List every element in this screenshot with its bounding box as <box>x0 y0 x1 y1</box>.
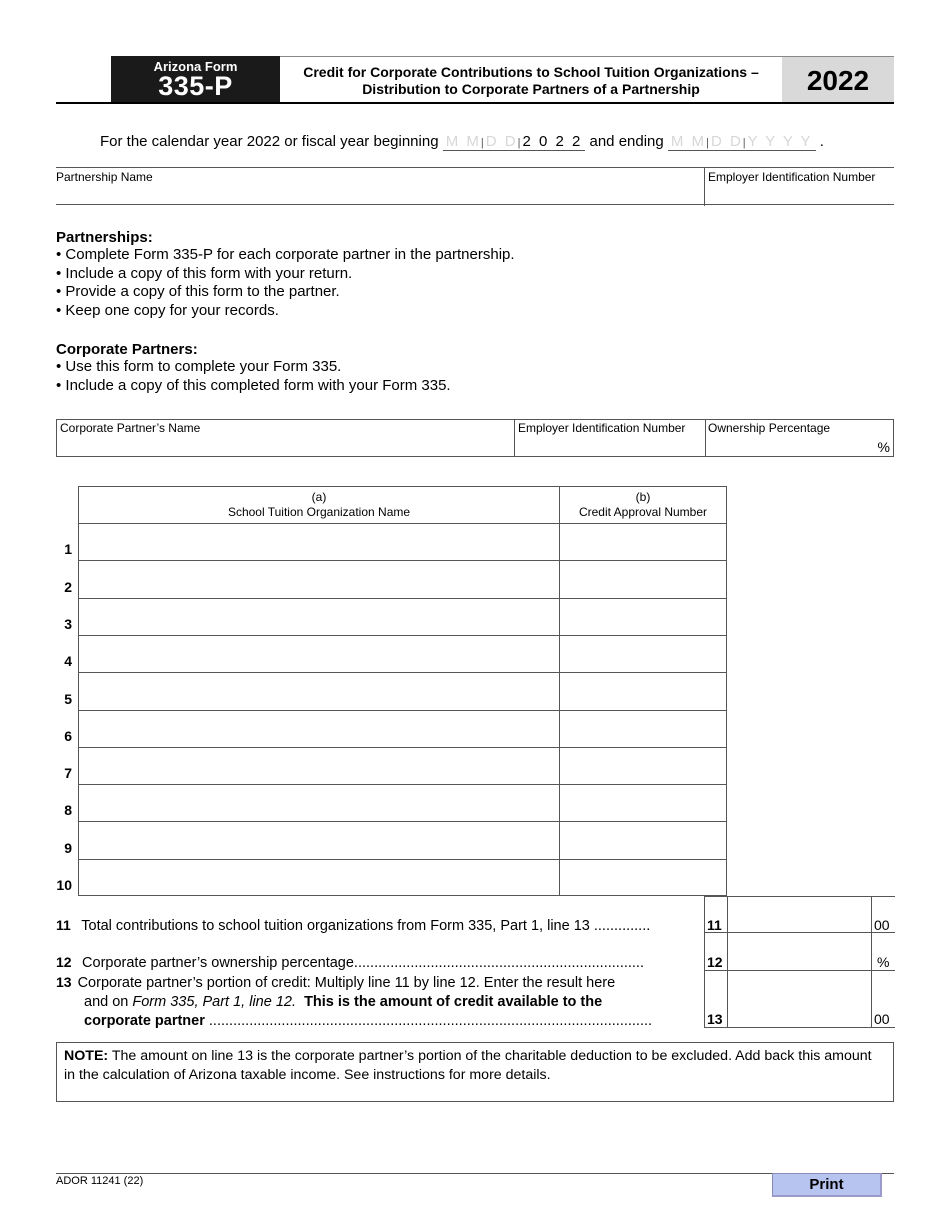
line-13-text-c2: .............................................................................................................. <box>204 1013 653 1029</box>
begin-month-placeholder: M M <box>445 133 481 150</box>
table-row-number: 1 <box>64 541 72 557</box>
footer-divider <box>56 1173 894 1174</box>
calendar-year-line <box>100 133 824 151</box>
line-13-number: 13 <box>56 974 72 990</box>
line-12-text: Corporate partner’s ownership percentage........................................................................ <box>82 955 644 971</box>
line-11-number: 11 <box>56 917 71 933</box>
line-12-percentage-field[interactable] <box>728 933 871 970</box>
sto-name-field[interactable] <box>80 673 558 708</box>
form-id: ADOR 11241 (22) <box>56 1175 144 1187</box>
partnerships-bullet: • Include a copy of this form with your return. <box>56 264 353 282</box>
partnerships-heading: Partnerships: <box>56 229 153 246</box>
line-13-amount-field[interactable] <box>728 971 871 1027</box>
line-12-box-number: 12 <box>707 954 723 970</box>
line-13-box-number: 13 <box>707 1011 723 1027</box>
note-box <box>56 1042 894 1102</box>
corporate-partner-ein-field[interactable] <box>515 435 704 456</box>
end-year-placeholder: Y Y Y Y <box>747 133 813 150</box>
corporate-partners-bullet: • Use this form to complete your Form 335. <box>56 358 342 375</box>
sto-table <box>78 486 727 896</box>
table-row-number: 8 <box>64 802 72 818</box>
column-a-label: School Tuition Organization Name <box>227 505 411 519</box>
sto-name-field[interactable] <box>80 785 558 820</box>
line-11-cents: 00 <box>874 917 890 933</box>
table-row-number: 5 <box>64 691 72 707</box>
tax-year: 2022 <box>782 56 894 103</box>
fiscal-end-date-field[interactable]: M M|D D|Y Y Y Y <box>668 133 816 151</box>
credit-approval-number-field[interactable] <box>561 785 725 820</box>
corporate-partners-heading: Corporate Partners: <box>56 341 198 358</box>
form-number: 335-P <box>158 71 233 101</box>
corporate-partner-name-label: Corporate Partner’s Name <box>60 421 201 435</box>
partnership-info-row <box>56 167 894 205</box>
amount-column <box>704 896 894 1028</box>
line-11-text: Total contributions to school tuition organizations from Form 335, Part 1, line 13 .............. <box>81 918 651 934</box>
corporate-partner-row <box>56 419 894 457</box>
line-11 <box>56 917 650 935</box>
end-month-placeholder: M M <box>670 133 707 150</box>
partnerships-bullet: • Keep one copy for your records. <box>56 302 279 320</box>
sto-name-field[interactable] <box>80 599 558 634</box>
credit-approval-number-field[interactable] <box>561 822 725 857</box>
credit-approval-number-field[interactable] <box>561 711 725 746</box>
calendar-prefix: For the calendar year 2022 or fiscal year beginning <box>100 133 439 150</box>
partnership-ein-label: Employer Identification Number <box>708 170 876 184</box>
credit-approval-number-field[interactable] <box>561 524 725 559</box>
credit-approval-number-field[interactable] <box>561 860 725 895</box>
sto-name-field[interactable] <box>80 524 558 559</box>
table-column-divider <box>559 487 560 896</box>
corporate-partners-bullet: • Include a copy of this completed form with your Form 335. <box>56 376 451 394</box>
note-text: The amount on line 13 is the corporate partner’s portion of the charitable deduction to be excluded. Add back this amount in the calculation of Arizona taxable income. See instructions for more details. <box>64 1048 872 1083</box>
amount-rule-13 <box>705 1027 895 1028</box>
form-label: Arizona Form <box>153 59 238 74</box>
table-row-number: 9 <box>64 840 72 856</box>
table-row-number: 4 <box>64 653 72 669</box>
calendar-suffix: . <box>819 133 824 150</box>
begin-year-value: 2 0 2 2 <box>522 133 583 150</box>
partnership-name-label: Partnership Name <box>56 170 153 184</box>
ownership-percent-sign: % <box>877 439 890 455</box>
line-11-amount-field[interactable] <box>728 897 871 932</box>
table-row-number: 3 <box>64 616 72 632</box>
sto-name-field[interactable] <box>80 711 558 746</box>
line-13-text-c1: corporate partner <box>84 1013 205 1029</box>
table-row-number: 2 <box>64 579 72 595</box>
header-divider <box>56 102 894 104</box>
credit-approval-number-field[interactable] <box>561 599 725 634</box>
print-button[interactable]: Print <box>772 1173 882 1197</box>
sto-name-field[interactable] <box>80 822 558 857</box>
form-title-line1: Credit for Corporate Contributions to School Tuition Organizations – <box>303 64 759 80</box>
credit-approval-number-field[interactable] <box>561 636 725 671</box>
partnerships-bullet: • Provide a copy of this form to the partner. <box>56 283 340 301</box>
column-a-letter: (a) <box>311 490 327 504</box>
line-13-text-a: Corporate partner’s portion of credit: Multiply line 11 by line 12. Enter the result here <box>77 975 616 991</box>
table-row-number: 7 <box>64 765 72 781</box>
sto-name-field[interactable] <box>80 860 558 895</box>
sto-name-field[interactable] <box>80 636 558 671</box>
partnership-ein-field[interactable] <box>706 183 894 205</box>
end-day-placeholder: D D <box>710 133 743 150</box>
column-b-letter: (b) <box>635 490 651 504</box>
cents-divider <box>871 896 872 1028</box>
partnerships-bullet: • Complete Form 335-P for each corporate partner in the partnership. <box>56 246 515 263</box>
line-13 <box>56 973 652 1031</box>
corporate-partners-instructions <box>56 341 451 395</box>
line-12 <box>56 954 644 972</box>
column-b-header <box>559 487 727 520</box>
form-title <box>280 56 782 103</box>
ownership-percentage-field[interactable] <box>706 435 876 456</box>
corporate-partner-name-field[interactable] <box>57 435 513 456</box>
line-12-percent-sign: % <box>877 954 890 970</box>
note-label: NOTE: <box>64 1048 109 1064</box>
form-title-line2: Distribution to Corporate Partners of a Partnership <box>362 81 700 97</box>
line-11-box-number: 11 <box>707 917 722 933</box>
partnership-name-field[interactable] <box>56 183 702 205</box>
fiscal-begin-date-field[interactable]: M M|D D|2 0 2 2 <box>443 133 586 151</box>
line-12-number: 12 <box>56 954 72 970</box>
credit-approval-number-field[interactable] <box>561 561 725 596</box>
column-b-label: Credit Approval Number <box>578 505 708 519</box>
form-number-block <box>111 56 280 103</box>
line-13-text-b3: This is the amount of credit available to the <box>304 994 603 1010</box>
line-13-text-b1: and on <box>84 994 133 1010</box>
calendar-middle: and ending <box>589 133 664 150</box>
ownership-percentage-label: Ownership Percentage <box>708 421 831 435</box>
corporate-partner-ein-label: Employer Identification Number <box>518 421 686 435</box>
line-13-cents: 00 <box>874 1011 890 1027</box>
partnership-row-divider <box>704 168 705 206</box>
sto-name-field[interactable] <box>80 561 558 596</box>
table-row-number: 6 <box>64 728 72 744</box>
partnerships-instructions <box>56 229 515 321</box>
credit-approval-number-field[interactable] <box>561 673 725 708</box>
begin-day-placeholder: D D <box>485 133 518 150</box>
line-13-text-b2: Form 335, Part 1, line 12. <box>132 994 296 1010</box>
credit-approval-number-field[interactable] <box>561 748 725 783</box>
table-row-number: 10 <box>56 877 72 893</box>
sto-name-field[interactable] <box>80 748 558 783</box>
column-a-header <box>79 487 559 520</box>
